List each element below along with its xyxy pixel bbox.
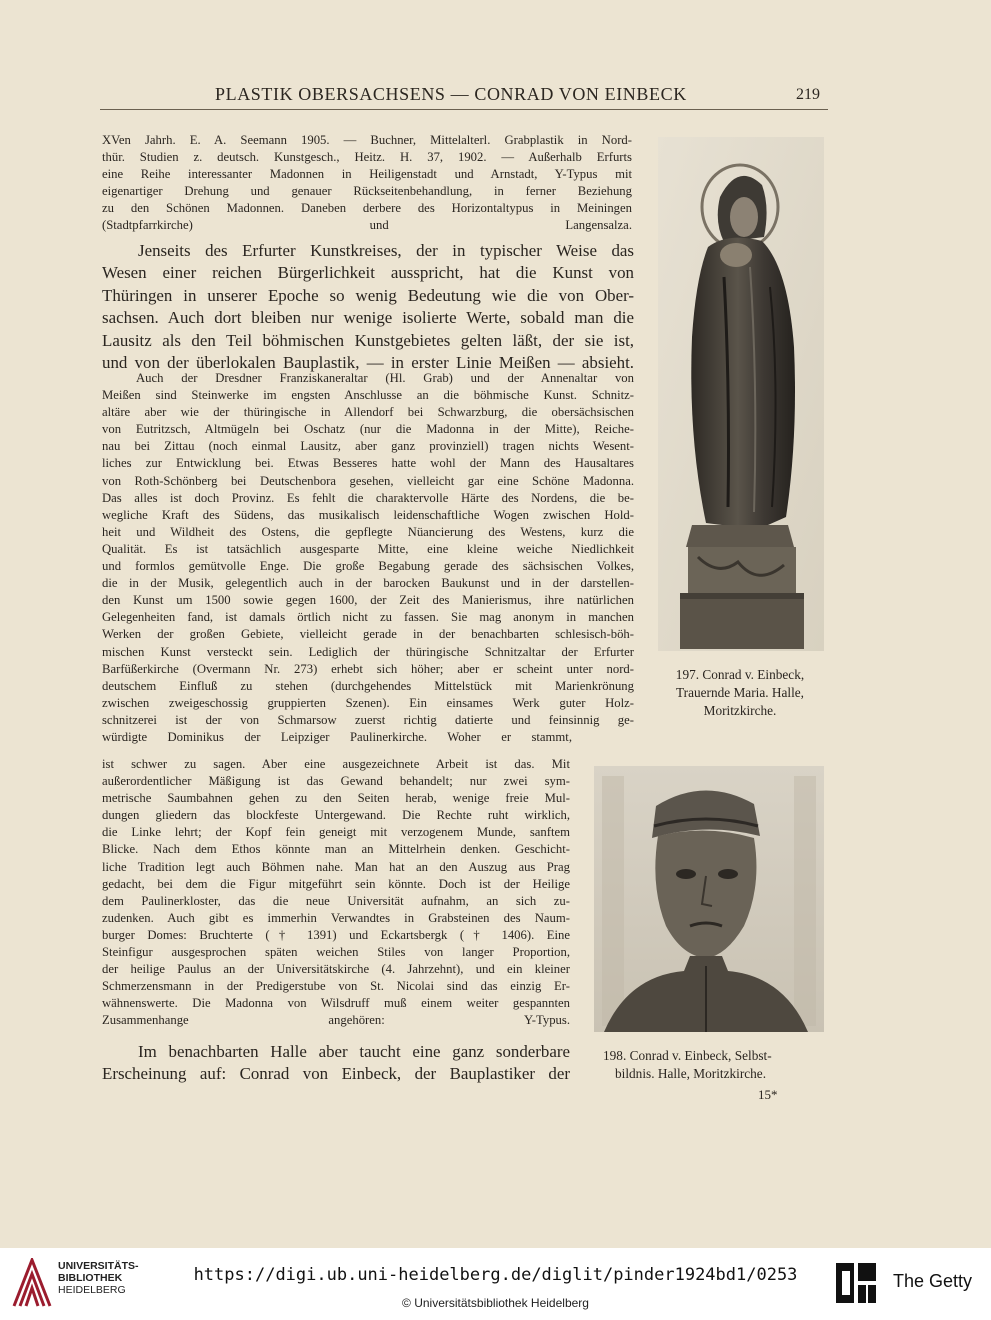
page-number: 219 xyxy=(796,86,820,103)
text-line: deutschem Einfluß zu stehen (durchgehendes Mittelstück mit Marienkrönung xyxy=(102,678,634,693)
footnote-top xyxy=(102,132,632,235)
small-block-narrow xyxy=(102,756,570,1030)
text-line: die in der Musik, gelegentlich auch in der barocken Baukunst und in der darstellen- xyxy=(102,576,634,591)
text-line: von Roth-Schönberg bei Deutschenbora gesehen, vielleicht gar eine Schöne Madonna. xyxy=(102,473,634,488)
text-line: zu den Schönen Madonnen. Daneben derbere des Horizontaltypus in Meiningen xyxy=(102,201,632,216)
figure-197-photo xyxy=(658,137,824,651)
text-line: gedacht, bei dem die Figur mitgeführt sein könnte. Doch ist der Heilige xyxy=(102,876,570,891)
text-line: eine Reihe interessanter Madonnen in Heiligenstadt und Arnstadt, Y-Typus mit xyxy=(102,167,632,182)
text-line: wähnenswerte. Die Madonna von Wilsdruff muß einem weiter gespannten xyxy=(102,996,570,1011)
figure-198-photo xyxy=(594,766,824,1032)
text-line: metrische Saumbahnen gehen zu den Seiten herab, wenige freie Mul- xyxy=(102,791,570,806)
header-rule xyxy=(100,109,828,110)
text-line: altäre aber wie der thüringische in Allendorf bei Schwarzburg, die obersächsischen xyxy=(102,405,634,420)
text-line: Schmerzensmann in der Predigerstube von St. Nicolai sind das einzig Er- xyxy=(102,979,570,994)
text-line: und formlos gemütvolle Enge. Die große Begabung gerade des sächsischen Volkes, xyxy=(102,559,634,574)
text-line: Thüringen in unserer Epoche so wenig Bedeutung wie die von Ober- xyxy=(102,285,634,305)
caption-line: 197. Conrad v. Einbeck, xyxy=(675,667,805,682)
text-line: außerordentlicher Mäßigung ist das Gewand behandelt; nur zwei sym- xyxy=(102,774,570,789)
text-line: Meißen sind Steinwerke im engsten Anschlusse an die böhmische Kunst. Schnitz- xyxy=(102,388,634,403)
text-line: Blicke. Nach dem Ethos könnte man an Mittelrhein denken. Geschicht- xyxy=(102,842,570,857)
text-line: von Eutritzsch, Altmügeln bei Oschatz (nur die Madonna in der Mitte), Reiche- xyxy=(102,422,634,437)
text-line: thür. Studien z. deutsch. Kunstgesch., Heitz. H. 37, 1902. — Außerhalb Erfurts xyxy=(102,150,632,165)
main-paragraph xyxy=(102,240,634,374)
text-line: Das alles ist doch Provinz. Es fehlt die charaktervolle Härte des Nordens, die be- xyxy=(102,490,634,505)
text-line: dungen gliedern das blockfeste Untergewand. Die Rechte ruht wirklich, xyxy=(102,808,570,823)
text-line: XVen Jahrh. E. A. Seemann 1905. — Buchner, Mittelalterl. Grabplastik in Nord- xyxy=(102,133,632,147)
text-line: Im benachbarten Halle aber taucht eine ganz sonderbare xyxy=(138,1042,570,1061)
text-line: und von der überlokalen Bauplastik, — in erster Linie Meißen — absieht. xyxy=(102,353,634,373)
text-line: mischen Kunst versteckt sein. Lediglich der thüringische Schnitzaltar der Erfurter xyxy=(102,644,634,659)
text-line: Erscheinung auf: Conrad von Einbeck, der Bauplastiker der xyxy=(102,1064,570,1084)
final-paragraph xyxy=(102,1041,570,1086)
text-line: dem Paulinerkloster, das die neue Universität aufnahm, an sich zu- xyxy=(102,893,570,908)
text-line: sachsen. Auch dort bleiben nur wenige isolierte Werte, sobald man die xyxy=(102,308,634,328)
text-line: wegliche Kraft des Südens, das musikalisch leidenschaftliche Wogen zwischen Hold- xyxy=(102,507,634,522)
text-line: ist schwer zu sagen. Aber eine ausgezeichnete Arbeit ist das. Mit xyxy=(102,757,570,771)
text-line: die Linke lehrt; der Kopf fein geneigt mit verzogenem Munde, sanftem xyxy=(102,825,570,840)
text-line: nau bei Zittau (noch einmal Lausitz, aber ganz provinziell) tragen nichts Wesent- xyxy=(102,439,634,454)
figure-197-caption xyxy=(645,666,835,720)
running-header: PLASTIK OBERSACHSENS — CONRAD VON EINBECK xyxy=(215,84,687,104)
viewer-footer xyxy=(0,1248,991,1320)
caption-line: bildnis. Halle, Moritzkirche. xyxy=(615,1066,767,1081)
text-line: liches zur Entwicklung bei. Etwas Besseres hatte wohl der Mann des Hausaltares xyxy=(102,456,634,471)
text-line: Qualität. Es ist tatsächlich ausgesparte Mitte, eine kleine weiche Niedlichkeit xyxy=(102,541,634,556)
text-line: Werken der großen Gebiete, vielleicht gerade in der benachbarten schlesisch-böh- xyxy=(102,627,634,642)
caption-line: Moritzkirche. xyxy=(703,703,777,718)
text-line: schnitzerei ist der von Schmarsow zuerst richtig datierte und feinsinnig ge- xyxy=(102,712,634,727)
text-line: eigenartiger Drehung und genauer Rückseitenbehandlung, in ferner Beziehung xyxy=(102,184,632,199)
permalink-url[interactable]: https://digi.ub.uni-heidelberg.de/diglit/pinder1924bd1/0253 xyxy=(193,1265,798,1285)
text-line: zwischen zweigeschossig gruppierten Szenen). Ein einsames Werk guter Holz- xyxy=(102,695,634,710)
text-line: Gelegenheiten fand, ist damals örtlich nicht zu fassen. Sie mag anonym in manchen xyxy=(102,610,634,625)
signature-mark: 15* xyxy=(758,1087,778,1102)
mourning-mary-statue-image xyxy=(658,137,824,651)
text-line: Steinfigur ausgesprochen späten weichen Stiles von langer Proportion, xyxy=(102,945,570,960)
text-line: den Kunst um 1500 sowie gegen 1600, der Zeit des Manierismus, ihre natürlichen xyxy=(102,593,634,608)
small-block-wide xyxy=(102,370,634,746)
text-line: heit und Wildheit des Ostens, die gepflegte Nüancierung des Westens, kurz die xyxy=(102,524,634,539)
caption-line: Trauernde Maria. Halle, xyxy=(675,685,804,700)
partner-name: The Getty xyxy=(893,1271,973,1291)
figure-198-caption xyxy=(603,1047,813,1083)
getty-logo-icon xyxy=(834,1261,878,1305)
text-line: Lausitz als den Teil böhmischen Kunstgebietes gelten läßt, der sie ist, xyxy=(102,330,634,350)
text-line: Auch der Dresdner Franziskaneraltar (Hl. Grab) und der Annenaltar von xyxy=(136,371,634,385)
copyright-notice: © Universitätsbibliothek Heidelberg xyxy=(402,1296,589,1310)
text-line: burger Domes: Bruchterte († 1391) und Eckartsbergk († 1406). Eine xyxy=(102,927,570,942)
library-city: HEIDELBERG xyxy=(58,1284,126,1296)
text-line: Wesen einer reichen Bürgerlichkeit ausspricht, hat die Kunst von xyxy=(102,263,634,283)
text-line: Barfüßerkirche (Overmann Nr. 273) erhebt sich höher; aber er scheint unter nord- xyxy=(102,661,634,676)
text-line: liche Tradition legt auch Böhmen nahe. Man hat an den Auszug aus Prag xyxy=(102,859,570,874)
library-name-line: BIBLIOTHEK xyxy=(58,1272,123,1284)
library-name-line: UNIVERSITÄTS- xyxy=(58,1260,139,1272)
text-line: der heilige Paulus an der Universitätskirche (4. Jahrzehnt), und ein kleiner xyxy=(102,962,570,977)
text-line: Zusammenhange angehören: Y-Typus. xyxy=(102,1013,570,1028)
self-portrait-bust-image xyxy=(594,766,824,1032)
text-line: zudenken. Auch gibt es immerhin Verwandtes in Grabsteinen des Naum- xyxy=(102,910,570,925)
caption-line: 198. Conrad v. Einbeck, Selbst- xyxy=(603,1048,772,1063)
text-line: würdigte Dominikus der Leipziger Paulinerkirche. Woher er stammt, xyxy=(102,729,572,744)
text-line: Jenseits des Erfurter Kunstkreises, der in typischer Weise das xyxy=(138,241,634,260)
text-line: (Stadtpfarrkirche) und Langensalza. xyxy=(102,218,632,233)
